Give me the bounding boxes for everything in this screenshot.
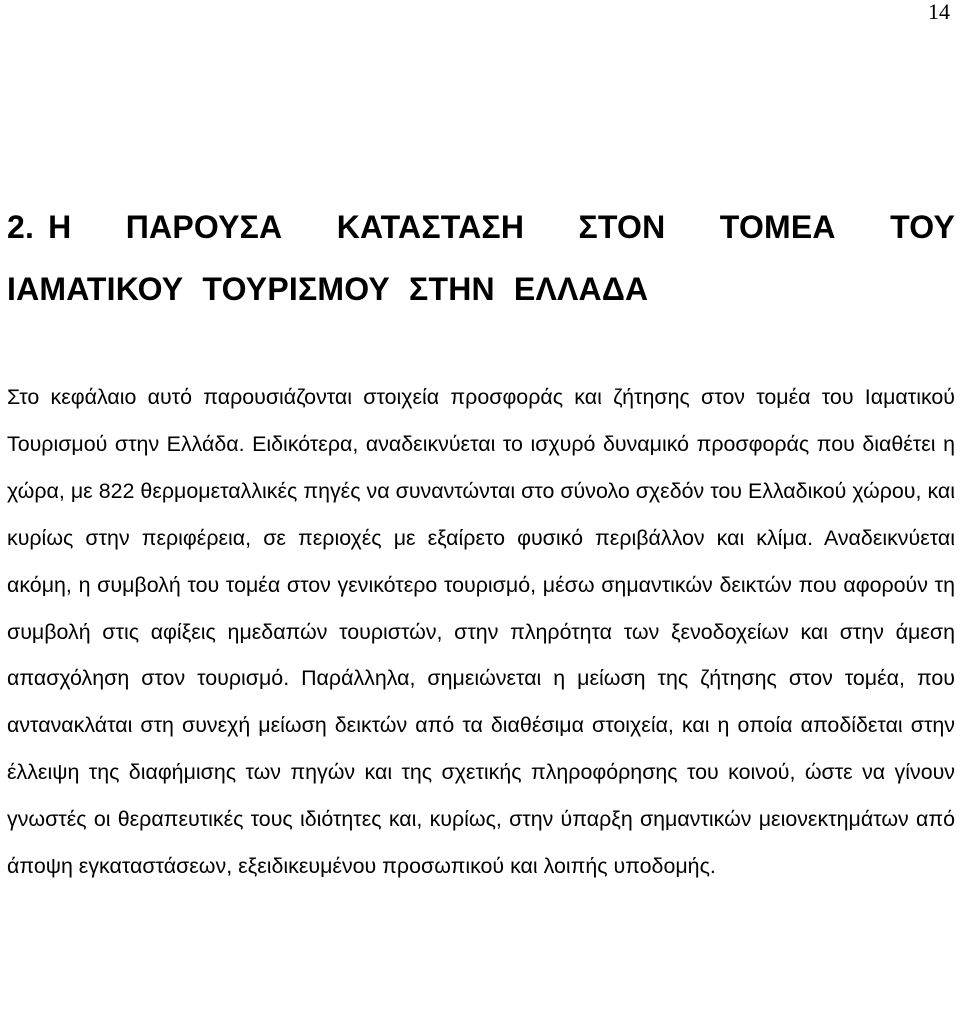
page-number: 14 <box>928 0 950 24</box>
body-paragraph: Στο κεφάλαιο αυτό παρουσιάζονται στοιχεία προσφοράς και ζήτησης στον τομέα του Ιαματικού Τουρισμού στην Ελλάδα. Ειδικότερα, αναδεικνύεται το ισχυρό δυναμικό προσφοράς που διαθέτει η χώρα, με 822 θερμομεταλλικές πηγές να συναντώνται στο σύνολο σχεδόν του Ελλαδικού χώρου, και κυρίως στην περιφέρεια, σε περιοχές με εξαίρετο φυσικό περιβάλλον και κλίμα. Αναδεικνύεται ακόμη, η συμβολή του τομέα στον γενικότερο τουρισμό, μέσω σημαντικών δεικτών που αφορούν τη συμβολή στις αφίξεις ημεδαπών τουριστών, στην πληρότητα των ξενοδοχείων και στην άμεση απασχόληση στον τουρισμό. Παράλληλα, σημειώνεται η μείωση της ζήτησης στον τομέα, που αντανακλάται στη συνεχή μείωση δεικτών από τα διαθέσιμα στοιχεία, και η οποία αποδίδεται στην έλλειψη της διαφήμισης των πηγών και της σχετικής πληροφόρησης του κοινού, ώστε να γίνουν γνωστές οι θεραπευτικές τους ιδιότητες και, κυρίως, στην ύπαρξη σημαντικών μειονεκτημάτων από άποψη εγκαταστάσεων, εξειδικευμένου προσωπικού και λοιπής υποδομής. <box>7 385 955 879</box>
section-title: Η ΠΑΡΟΥΣΑ ΚΑΤΑΣΤΑΣΗ ΣΤΟΝ ΤΟΜΕΑ ΤΟΥ ΙΑΜΑΤΙΚΟΥ ΤΟΥΡΙΣΜΟΥ ΣΤΗΝ ΕΛΛΑΔΑ <box>7 209 955 307</box>
section-heading <box>7 196 955 320</box>
section-number: 2. <box>7 209 35 245</box>
